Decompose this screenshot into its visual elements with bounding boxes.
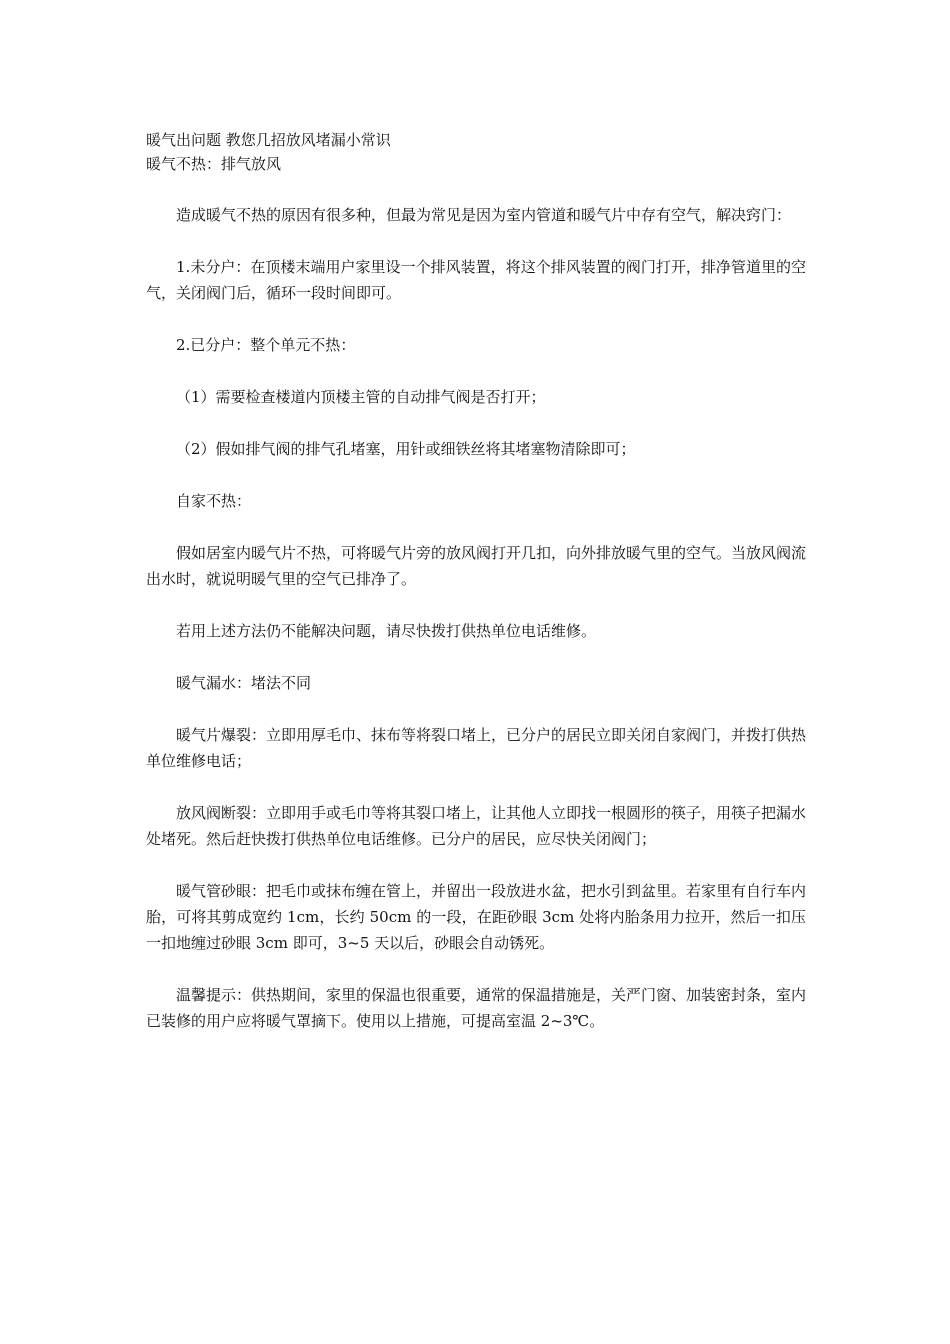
pipe-pinhole-paragraph: 暖气管砂眼：把毛巾或抹布缠在管上，并留出一段放进水盆，把水引到盆里。若家里有自行车内胎，可将其剪成宽约 1cm，长约 50cm 的一段，在距砂眼 3cm 处将内胎条用力拉开，然后一扣压一扣地缠过砂眼 3cm 即可，3~5 天以后，砂眼会自动锈死。 (146, 882, 807, 952)
spacer (146, 358, 806, 384)
spacer (146, 592, 806, 618)
spacer (146, 644, 806, 670)
sub-step-2: （2）假如排气阀的排气孔堵塞，用针或细铁丝将其堵塞物清除即可； (176, 440, 636, 458)
radiator-burst-paragraph: 暖气片爆裂：立即用厚毛巾、抹布等将裂口堵上，已分户的居民立即关闭自家阀门，并拨打供热单位维修电话； (146, 726, 807, 770)
spacer (146, 228, 806, 254)
step-divided: 2.已分户：整个单元不热： (176, 336, 356, 354)
document-title: 暖气出问题 教您几招放风堵漏小常识 (146, 131, 391, 149)
spacer (146, 410, 806, 436)
home-no-heat-heading: 自家不热： (176, 492, 252, 510)
valve-broken-paragraph: 放风阀断裂：立即用手或毛巾等将其裂口堵上，让其他人立即找一根圆形的筷子，用筷子把漏水处堵死。然后赶快拨打供热单位电话维修。已分户的居民，应尽快关闭阀门； (146, 804, 807, 848)
spacer (146, 696, 806, 722)
section-heading-leak: 暖气漏水：堵法不同 (176, 674, 312, 692)
intro-paragraph: 造成暖气不热的原因有很多种，但最为常见是因为室内管道和暖气片中存有空气，解决窍门： (176, 206, 792, 224)
step-not-divided: 1.未分户：在顶楼末端用户家里设一个排风装置，将这个排风装置的阀门打开，排净管道里的空气，关闭阀门后，循环一段时间即可。 (146, 258, 806, 302)
spacer (146, 774, 806, 800)
document-page (146, 128, 806, 1034)
spacer (146, 956, 806, 982)
spacer (146, 306, 806, 332)
spacer (146, 514, 806, 540)
sub-step-1: （1）需要检查楼道内顶楼主管的自动排气阀是否打开； (176, 388, 546, 406)
tip-paragraph: 温馨提示：供热期间，家里的保温也很重要，通常的保温措施是，关严门窗、加装密封条，室内已装修的用户应将暖气罩摘下。使用以上措施，可提高室温 2~3℃。 (146, 986, 807, 1030)
call-repair-paragraph: 若用上述方法仍不能解决问题，请尽快拨打供热单位电话维修。 (176, 622, 597, 640)
spacer (146, 462, 806, 488)
home-no-heat-paragraph: 假如居室内暖气片不热，可将暖气片旁的放风阀打开几扣，向外排放暖气里的空气。当放风阀流出水时，就说明暖气里的空气已排净了。 (146, 544, 807, 588)
spacer (146, 852, 806, 878)
spacer (146, 176, 806, 202)
section-heading-no-heat: 暖气不热：排气放风 (146, 155, 282, 173)
